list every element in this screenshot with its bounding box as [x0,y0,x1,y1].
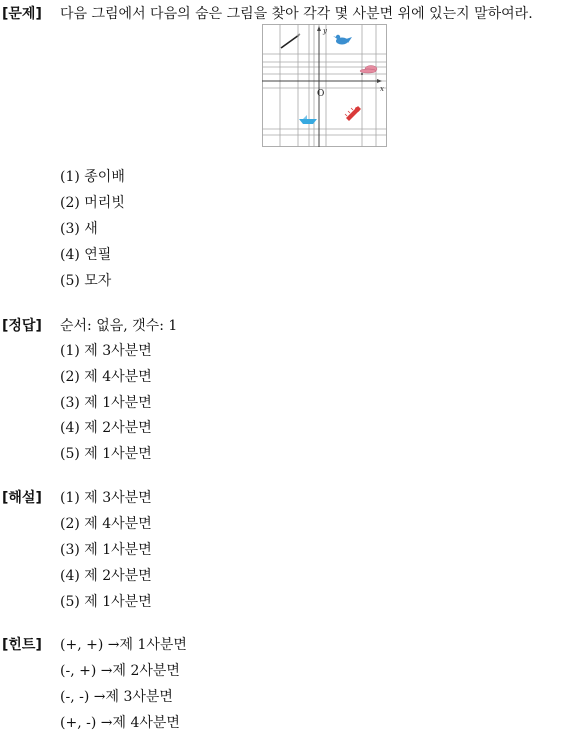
hint-item-1: (+, +) →제 1사분면 [60,637,187,653]
y-axis-label: y [323,27,327,35]
hint-item-2: (-, +) →제 2사분면 [60,663,180,679]
figure-border [263,25,387,147]
answer-item-5: (5) 제 1사분면 [60,446,152,462]
problem-item-4: (4) 연필 [60,247,112,263]
explanation-item-5: (5) 제 1사분면 [60,594,152,610]
coordinate-figure [262,24,388,148]
origin-label: O [317,89,325,99]
answer-item-3: (3) 제 1사분면 [60,395,152,411]
problem-item-2: (2) 머리빗 [60,195,125,211]
problem-item-1: (1) 종이배 [60,169,125,185]
answer-item-4: (4) 제 2사분면 [60,420,152,436]
problem-tag: [문제] [2,6,42,22]
problem-item-5: (5) 모자 [60,273,112,289]
answer-tag: [정답] [2,318,42,334]
explanation-tag: [해설] [2,490,42,506]
hint-item-4: (+, -) →제 4사분면 [60,715,180,731]
hint-item-3: (-, -) →제 3사분면 [60,689,173,705]
explanation-item-2: (2) 제 4사분면 [60,516,152,532]
explanation-item-1: (1) 제 3사분면 [60,490,152,506]
problem-text: 다음 그림에서 다음의 숨은 그림을 찾아 각각 몇 사분면 위에 있는지 말하여라. [60,6,533,22]
answer-item-2: (2) 제 4사분면 [60,369,152,385]
explanation-item-3: (3) 제 1사분면 [60,542,152,558]
answer-item-1: (1) 제 3사분면 [60,343,152,359]
explanation-item-4: (4) 제 2사분면 [60,568,152,584]
answer-header: 순서: 없음, 갯수: 1 [60,318,178,334]
x-axis-label: x [380,85,384,93]
hint-tag: [힌트] [2,637,42,653]
problem-item-3: (3) 새 [60,221,98,237]
